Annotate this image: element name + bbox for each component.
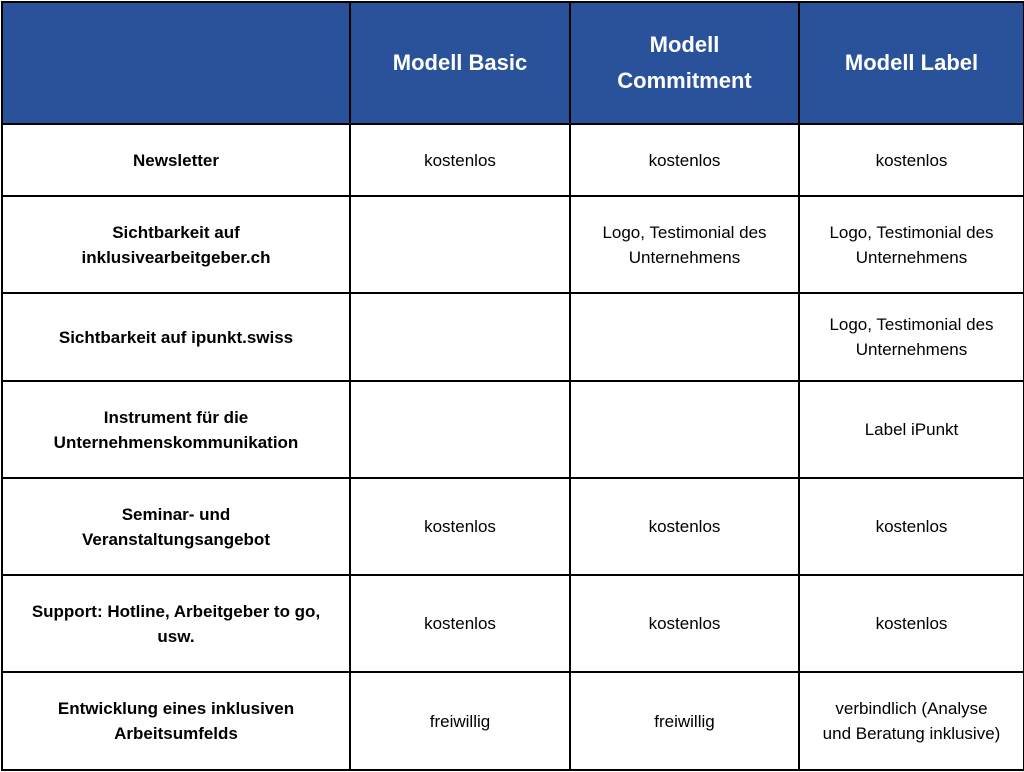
- cell-basic-instrument: [350, 381, 570, 478]
- comparison-table: [1, 1, 1024, 771]
- header-modell-basic: [350, 2, 570, 124]
- table-row-instrument: [2, 381, 1024, 478]
- cell-label-line1: Logo, Testimonial des: [829, 315, 994, 334]
- cell-basic-entwicklung: freiwillig: [350, 672, 570, 770]
- cell-label-line1: Logo, Testimonial des: [829, 222, 994, 242]
- row-label-newsletter: [2, 124, 350, 196]
- row-label-line2: Veranstaltungsangebot: [82, 529, 270, 549]
- cell-label-entwicklung: [799, 672, 1024, 770]
- row-label-sichtbarkeit-inklusivearbeitgeber: [2, 196, 350, 293]
- cell-basic-seminar: kostenlos: [350, 478, 570, 575]
- row-label-line2: Unternehmenskommunikation: [53, 432, 299, 452]
- header-modell-commitment-line2: Commitment: [617, 68, 752, 93]
- row-label-line1: Entwicklung eines inklusiven: [57, 699, 295, 718]
- cell-label-line1: kostenlos: [875, 614, 948, 633]
- table-row-sichtbarkeit-ipunkt: [2, 293, 1024, 381]
- table-row-sichtbarkeit-inklusivearbeitgeber: [2, 196, 1024, 293]
- cell-label-support: [799, 575, 1024, 672]
- cell-label-sichtbarkeit-inklusivearbeitgeber: [799, 196, 1024, 293]
- header-row: [2, 2, 1024, 124]
- cell-basic-newsletter: kostenlos: [350, 124, 570, 196]
- table-row-newsletter: [2, 124, 1024, 196]
- cell-basic-support: kostenlos: [350, 575, 570, 672]
- row-label-line1: Seminar- und: [121, 504, 231, 524]
- table-row-seminar: [2, 478, 1024, 575]
- row-label-line1: Support: Hotline, Arbeitgeber to go,: [31, 601, 321, 621]
- cell-commitment-seminar: kostenlos: [570, 478, 799, 575]
- header-modell-basic-text: Modell Basic: [392, 50, 528, 75]
- row-label-line1: Sichtbarkeit auf ipunkt.swiss: [58, 327, 294, 347]
- cell-label-line1: verbindlich (Analyse: [835, 699, 988, 718]
- cell-label-line2: Unternehmens: [855, 247, 968, 267]
- cell-commitment-support: kostenlos: [570, 575, 799, 672]
- header-modell-commitment-line1: Modell: [649, 32, 720, 57]
- row-label-entwicklung: [2, 672, 350, 770]
- cell-basic-sichtbarkeit-inklusivearbeitgeber: [350, 196, 570, 293]
- cell-label-line1: kostenlos: [875, 150, 948, 170]
- cell-label-instrument: [799, 381, 1024, 478]
- header-modell-commitment: [570, 2, 799, 124]
- cell-commitment-sichtbarkeit-inklusivearbeitgeber: [570, 196, 799, 293]
- cell-label-line2: und Beratung inklusive): [822, 724, 1001, 743]
- cell-commitment-entwicklung: freiwillig: [570, 672, 799, 770]
- cell-label-sichtbarkeit-ipunkt: [799, 293, 1024, 381]
- cell-commitment-line2: Unternehmens: [628, 247, 741, 267]
- row-label-support: [2, 575, 350, 672]
- row-label-line1: Newsletter: [133, 150, 219, 170]
- row-label-sichtbarkeit-ipunkt: [2, 293, 350, 381]
- row-label-instrument: [2, 381, 350, 478]
- cell-commitment-sichtbarkeit-ipunkt: [570, 293, 799, 381]
- cell-commitment-instrument: [570, 381, 799, 478]
- row-label-line2: Arbeitsumfelds: [114, 724, 238, 743]
- cell-basic-sichtbarkeit-ipunkt: [350, 293, 570, 381]
- cell-label-line2: Unternehmens: [855, 340, 968, 359]
- cell-commitment-newsletter: kostenlos: [570, 124, 799, 196]
- header-corner-cell: [2, 2, 350, 124]
- row-label-line1: Instrument für die: [103, 407, 249, 427]
- row-label-line2: usw.: [157, 626, 195, 646]
- table-row-support: [2, 575, 1024, 672]
- table-row-entwicklung: [2, 672, 1024, 770]
- header-modell-label-text: Modell Label: [844, 50, 979, 75]
- row-label-line2: inklusivearbeitgeber.ch: [81, 247, 271, 267]
- cell-label-line1: Label iPunkt: [864, 420, 959, 439]
- header-modell-label: [799, 2, 1024, 124]
- cell-label-newsletter: [799, 124, 1024, 196]
- row-label-seminar: [2, 478, 350, 575]
- row-label-line1: Sichtbarkeit auf: [112, 222, 240, 242]
- cell-label-seminar: [799, 478, 1024, 575]
- cell-commitment-line1: Logo, Testimonial des: [602, 222, 767, 242]
- cell-label-line1: kostenlos: [875, 517, 948, 536]
